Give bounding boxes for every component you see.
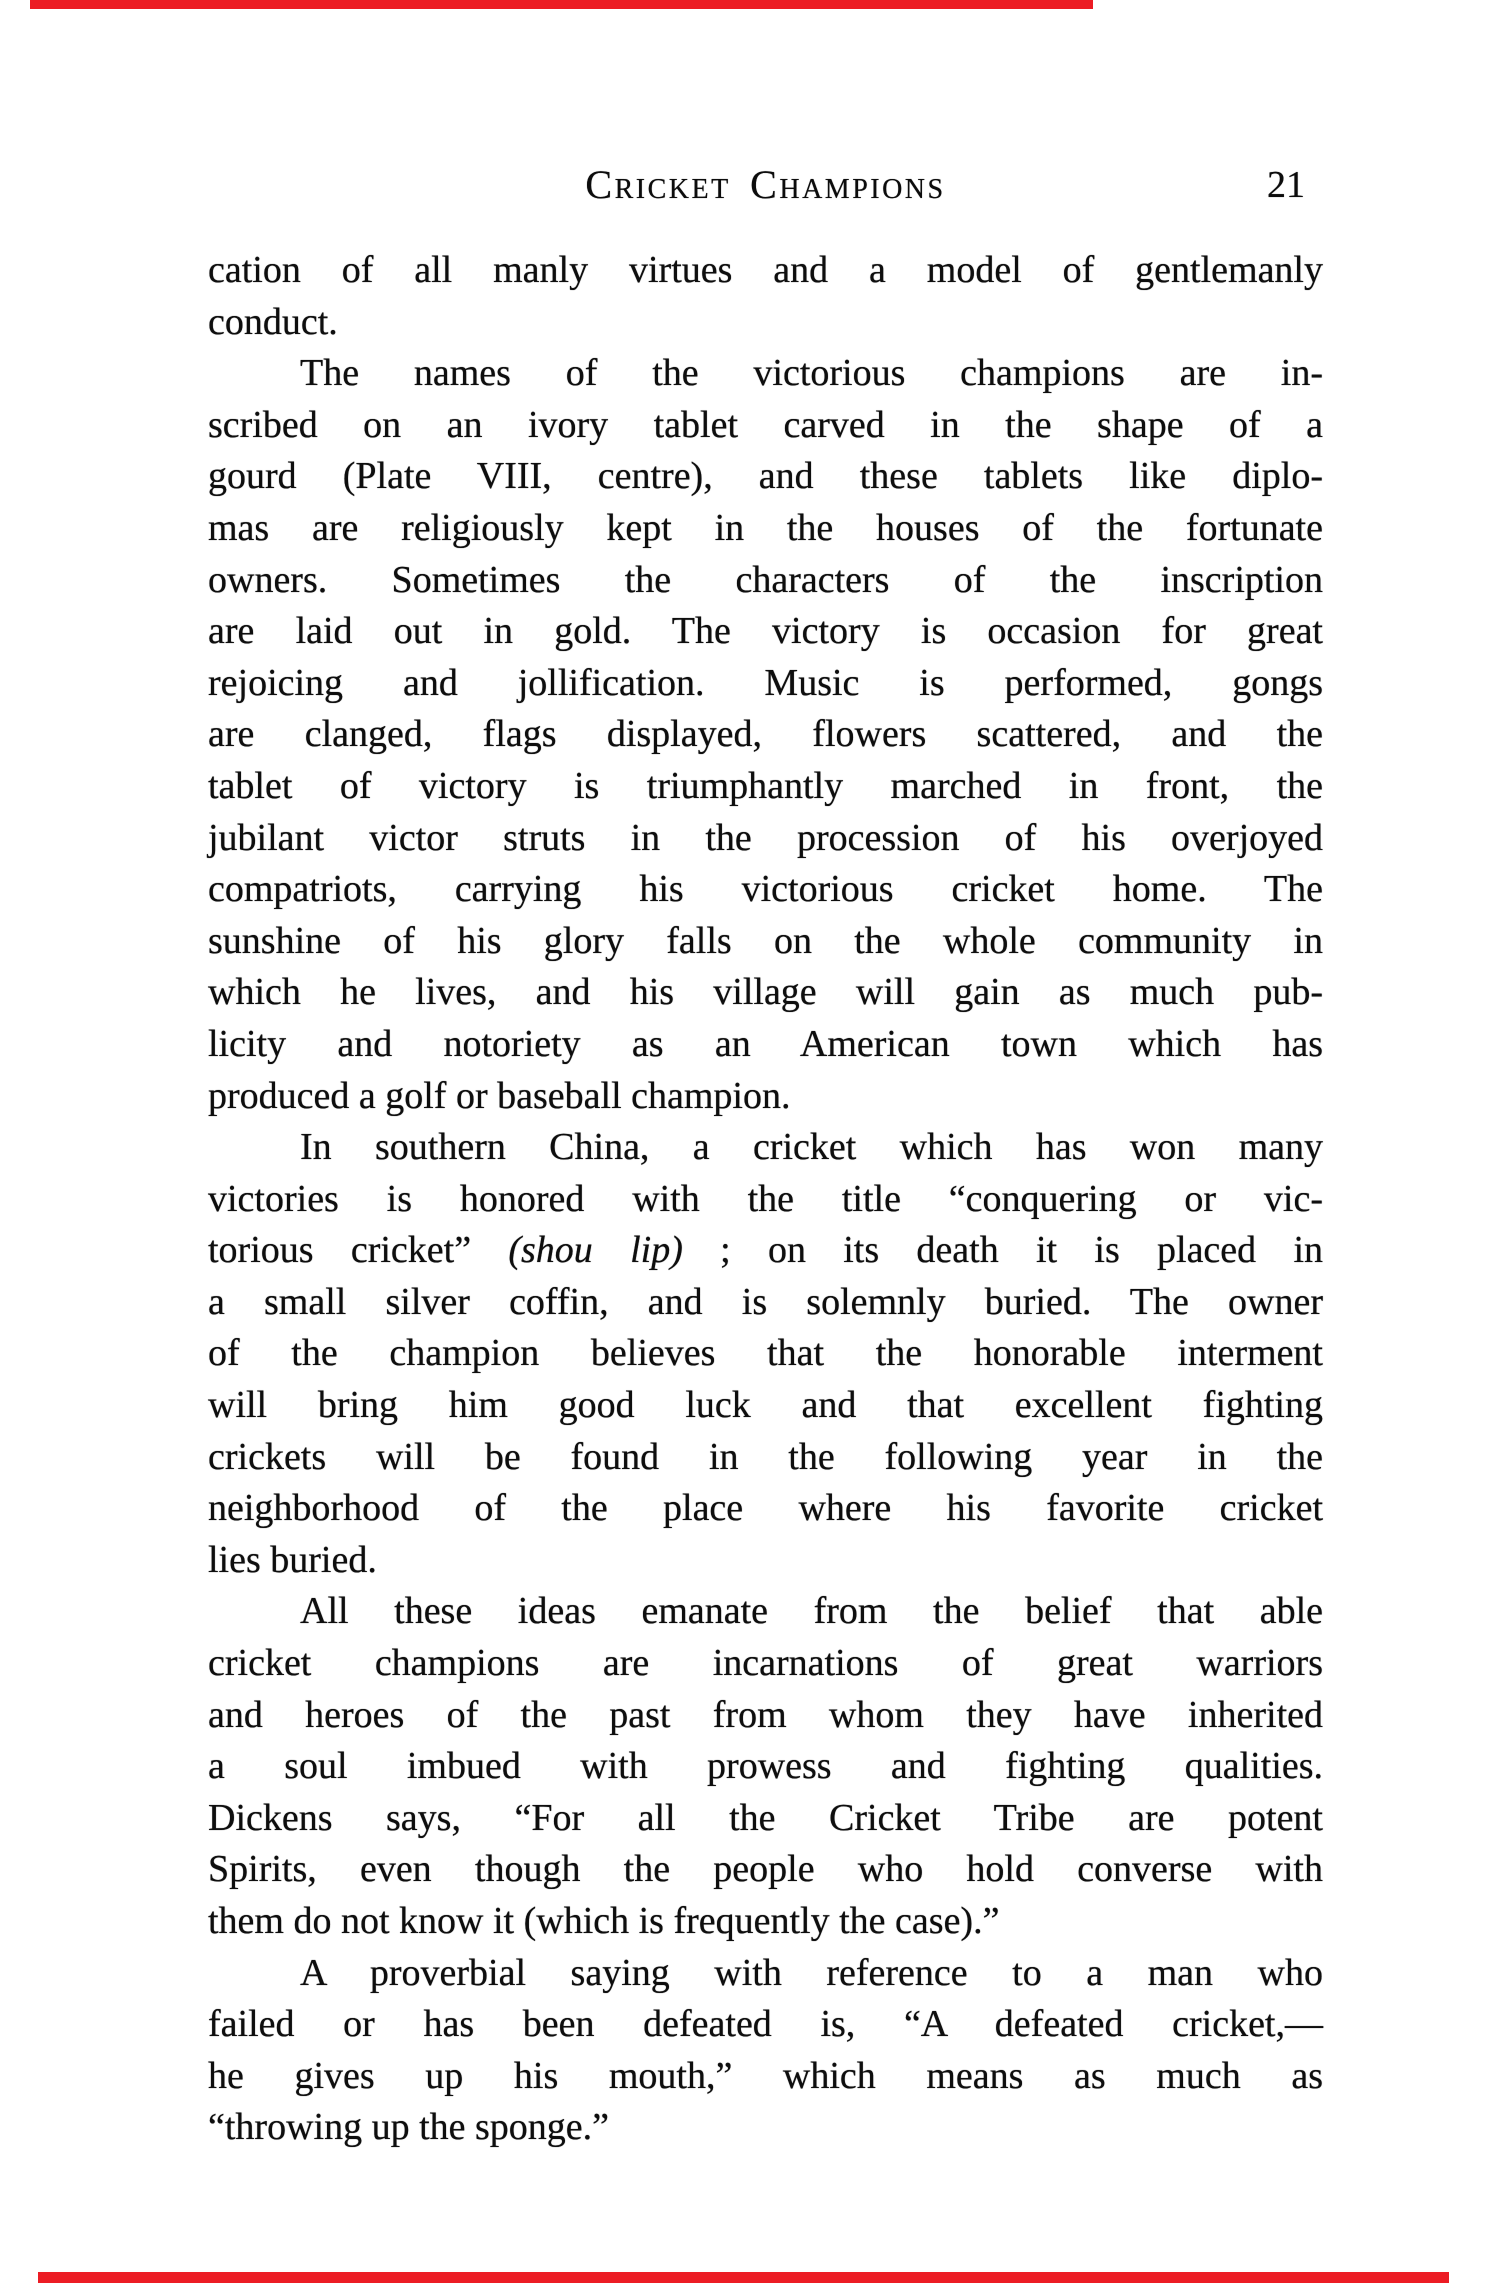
text-line [208,813,1323,865]
text-segment: a small silver coffin, and is solemnly buried. The owner [208,1280,1323,1323]
page-body-text [208,245,1323,2154]
text-line [208,1071,1323,1123]
paragraph [208,245,1323,348]
text-segment: and heroes of the past from whom they have inherited [208,1693,1323,1736]
text-line [208,1174,1323,1226]
text-segment: cation of all manly virtues and a model of gentlemanly [208,249,1323,291]
text-line [208,1328,1323,1380]
text-line [208,1690,1323,1742]
text-segment: compatriots, carrying his victorious cricket home. The [208,868,1323,911]
text-line [208,1019,1323,1071]
text-line [208,1896,1323,1948]
text-line [208,1225,1323,1277]
paragraph [208,348,1323,1122]
text-line [208,916,1323,968]
text-segment: them do not know it (which is frequently the case).” [208,1900,1000,1942]
text-segment: scribed on an ivory tablet carved in the shape of a [208,403,1323,446]
text-line [208,400,1323,452]
text-segment: conduct. [208,300,338,343]
paragraph [208,1948,1323,2154]
text-segment: All these ideas emanate from the belief that able [300,1590,1323,1633]
text-line [208,606,1323,658]
text-segment: failed or has been defeated is, “A defeated cricket,— [208,2003,1323,2046]
text-segment: “throwing up the sponge.” [208,2106,610,2149]
text-segment: A proverbial saying with reference to a man who [300,1951,1323,1994]
text-line [208,1844,1323,1896]
text-line [208,1277,1323,1329]
text-segment: produced a golf or baseball champion. [208,1074,791,1117]
text-segment: are laid out in gold. The victory is occasion for great [208,610,1323,653]
paragraph [208,1122,1323,1586]
text-segment: victories is honored with the title “conquering or vic- [208,1177,1323,1220]
text-line [208,1380,1323,1432]
scan-color-bar-bottom [38,2272,1449,2283]
text-segment: a soul imbued with prowess and fighting qualities. [208,1745,1323,1788]
text-line [208,297,1323,349]
text-segment: Dickens says, “For all the Cricket Tribe are potent [208,1796,1323,1839]
text-segment: jubilant victor struts in the procession of his overjoyed [208,816,1323,859]
chapter-title: Cricket Champions [585,162,946,207]
running-head [208,160,1323,210]
text-line [208,967,1323,1019]
text-line [208,1483,1323,1535]
page-number: 21 [1267,164,1305,206]
text-segment: of the champion believes that the honorable interment [208,1332,1323,1375]
text-segment: In southern China, a cricket which has won many [300,1126,1323,1169]
text-line [208,1999,1323,2051]
text-segment: he gives up his mouth,” which means as much as [208,2054,1323,2097]
text-segment: lies buried. [208,1538,377,1581]
text-line [208,503,1323,555]
text-line [208,658,1323,710]
text-line [208,1741,1323,1793]
text-line [208,1122,1323,1174]
scan-color-bar-top [30,0,1093,9]
text-segment: rejoicing and jollification. Music is performed, gongs [208,661,1323,704]
text-line [208,245,1323,297]
text-line [208,709,1323,761]
text-line [208,1432,1323,1484]
text-segment: which he lives, and his village will gain as much pub- [208,971,1323,1014]
text-segment: gourd (Plate VIII, centre), and these tablets like diplo- [208,455,1323,498]
text-line [208,2102,1323,2154]
text-line [208,1793,1323,1845]
text-segment: are clanged, flags displayed, flowers scattered, and the [208,713,1323,756]
text-line [208,1948,1323,2000]
text-line [208,348,1323,400]
text-line [208,864,1323,916]
text-segment: owners. Sometimes the characters of the inscription [208,558,1323,601]
text-line [208,761,1323,813]
italic-text-segment: (shou lip) [508,1229,683,1272]
text-line [208,451,1323,503]
text-line [208,1586,1323,1638]
text-segment: sunshine of his glory falls on the whole community in [208,919,1323,962]
text-segment: mas are religiously kept in the houses of the fortunate [208,506,1323,549]
text-line [208,1638,1323,1690]
text-segment: torious cricket” [208,1229,509,1272]
text-segment: crickets will be found in the following year in the [208,1435,1323,1478]
text-segment: Spirits, even though the people who hold converse with [208,1848,1323,1891]
text-line [208,555,1323,607]
text-segment: cricket champions are incarnations of great warriors [208,1642,1323,1685]
text-segment: The names of the victorious champions are in- [300,352,1323,395]
text-line [208,1535,1323,1587]
text-segment: tablet of victory is triumphantly marched in front, the [208,764,1323,807]
text-segment: ; on its death it is placed in [682,1229,1324,1272]
text-segment: will bring him good luck and that excellent fighting [208,1384,1323,1427]
paragraph [208,1586,1323,1947]
text-segment: neighborhood of the place where his favorite cricket [208,1487,1323,1530]
text-line [208,2051,1323,2103]
text-segment: licity and notoriety as an American town which has [208,1022,1323,1065]
